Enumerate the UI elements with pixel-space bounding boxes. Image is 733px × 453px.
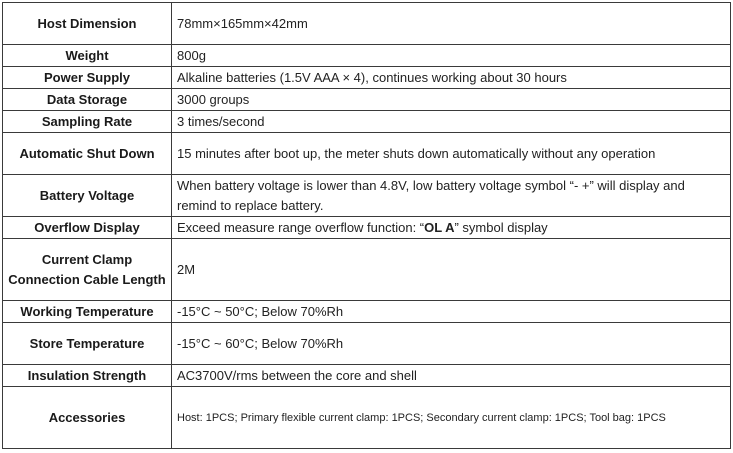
row-label: Data Storage [3, 89, 172, 111]
row-value: Alkaline batteries (1.5V AAA × 4), continues working about 30 hours [172, 67, 731, 89]
overflow-suffix: ” symbol display [454, 219, 548, 235]
table-row [3, 217, 731, 239]
row-value: 800g [172, 45, 731, 67]
table-row [3, 111, 731, 133]
row-label: Sampling Rate [3, 111, 172, 133]
table-row [3, 3, 731, 45]
row-value: -15°C ~ 50°C; Below 70%Rh [172, 301, 731, 323]
row-value: 2M [172, 239, 731, 301]
table-row [3, 67, 731, 89]
row-value: When battery voltage is lower than 4.8V, low battery voltage symbol “- +” will display and remind to replace battery. [172, 175, 731, 217]
table-row [3, 89, 731, 111]
table-row [3, 175, 731, 217]
row-label: Store Temperature [3, 323, 172, 365]
row-label: Insulation Strength [3, 365, 172, 387]
table-row [3, 239, 731, 301]
row-label: Battery Voltage [3, 175, 172, 217]
row-value: -15°C ~ 60°C; Below 70%Rh [172, 323, 731, 365]
row-value: Host: 1PCS; Primary flexible current clamp: 1PCS; Secondary current clamp: 1PCS; Tool bag: 1PCS [172, 387, 731, 449]
table-row [3, 133, 731, 175]
table-row [3, 387, 731, 449]
spec-table [2, 2, 731, 449]
row-label: Weight [3, 45, 172, 67]
table-row [3, 365, 731, 387]
row-label: Power Supply [3, 67, 172, 89]
row-label: Working Temperature [3, 301, 172, 323]
row-label: Current Clamp Connection Cable Length [3, 239, 172, 301]
table-row [3, 301, 731, 323]
row-value: 15 minutes after boot up, the meter shuts down automatically without any operation [172, 133, 731, 175]
row-label: Overflow Display [3, 217, 172, 239]
overflow-symbol: OL A [424, 219, 455, 235]
row-label: Accessories [3, 387, 172, 449]
overflow-prefix: Exceed measure range overflow function: “ [177, 219, 425, 235]
row-value [172, 217, 731, 239]
table-row [3, 45, 731, 67]
row-value: AC3700V/rms between the core and shell [172, 365, 731, 387]
row-value: 78mm×165mm×42mm [172, 3, 731, 45]
row-label: Automatic Shut Down [3, 133, 172, 175]
row-value: 3000 groups [172, 89, 731, 111]
table-row [3, 323, 731, 365]
row-label: Host Dimension [3, 3, 172, 45]
row-value: 3 times/second [172, 111, 731, 133]
